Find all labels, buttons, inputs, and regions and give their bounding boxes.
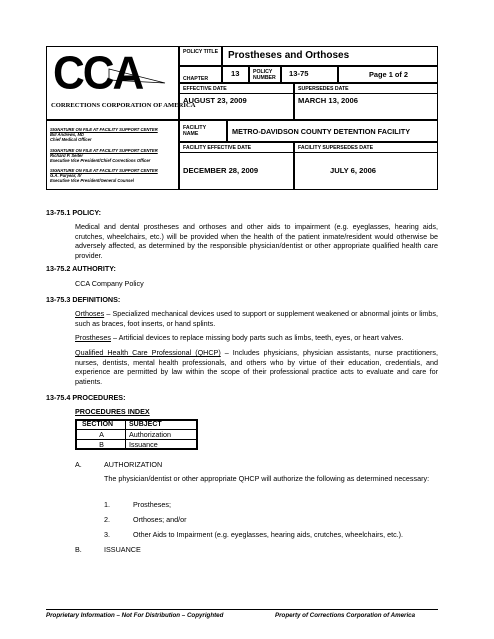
signature-line: SIGNATURE ON FILE AT FACILITY SUPPORT CENTER (50, 127, 158, 132)
policy-number-label: POLICY NUMBER (253, 69, 276, 81)
facility-effective-cell (179, 142, 294, 190)
definition-term: Prostheses (75, 333, 111, 342)
definition-text: – Specialized mechanical devices used to support or supplement weakened or abnormal joints or limbs, such as braces, foot inserts, or hand splints. (75, 309, 438, 328)
definition-term: Orthoses (75, 309, 105, 318)
supersedes-date-cell (294, 83, 438, 120)
table-row: Issuance (125, 439, 198, 450)
definition-prostheses (75, 333, 438, 343)
chapter-label-cell (179, 66, 222, 83)
facility-effective-label: FACILITY EFFECTIVE DATE (183, 145, 252, 151)
signature-block-3 (50, 168, 178, 183)
section-a-item-2: Orthoses; and/or (133, 515, 187, 524)
page-number: Page 1 of 2 (369, 70, 409, 79)
signer-title: Executive Vice President/General Counsel (50, 178, 134, 183)
logo-tagline: CORRECTIONS CORPORATION OF AMERICA (51, 102, 196, 109)
facility-supersedes-cell (294, 142, 438, 190)
page-number-cell (338, 66, 438, 83)
policy-title: Prostheses and Orthoses (228, 50, 350, 61)
section-b-title: ISSUANCE (104, 545, 141, 554)
policy-title-cell (222, 46, 438, 66)
table-header-section: SECTION (75, 419, 126, 430)
policy-number: 13-75 (289, 69, 309, 78)
table-row: B (75, 439, 126, 450)
footer-left: Proprietary Information – Not For Distribution – Copyrighted (46, 612, 224, 619)
facility-name: METRO-DAVIDSON COUNTY DETENTION FACILITY (232, 127, 411, 136)
facility-supersedes-date: JULY 6, 2006 (330, 166, 377, 175)
chapter-cell (222, 66, 249, 83)
section-a-letter: A. (75, 460, 82, 469)
section-a-item-3: Other Aids to Impairment (e.g. eyeglasses, hearing aids, crutches, wheelchairs, etc.). (133, 530, 404, 539)
table-row: Authorization (125, 429, 198, 440)
definition-qhcp (75, 348, 438, 386)
supersedes-date: MARCH 13, 2006 (298, 96, 358, 105)
signer-title: Chief Medical Officer (50, 137, 92, 142)
supersedes-date-divider (295, 93, 437, 94)
signer-name: Richard P. Seiter (50, 153, 83, 158)
policy-title-label: POLICY TITLE (183, 49, 219, 55)
authority-heading: 13-75.2 AUTHORITY: (46, 264, 116, 273)
signature-block-2 (50, 148, 178, 163)
definition-text: – Artificial devices to replace missing body parts such as limbs, teeth, eyes, or heart valves. (110, 333, 404, 342)
footer-rule (46, 609, 438, 610)
signature-block-1 (50, 127, 178, 142)
policy-title-label-cell (179, 46, 222, 66)
logo-letters: CCA (53, 47, 143, 100)
policy-number-cell (281, 66, 338, 83)
facility-supersedes-divider (295, 152, 437, 153)
policy-text: Medical and dental prostheses and orthoses and other aids to impairment (e.g. eyeglasses, hearing aids, crutches, wheelchairs, etc.) will be provided when the health of the patient inmate/resident would otherwise be adversely affected, as determined by the responsible physician/dentist or other appropriate qualified health care provider. (75, 222, 438, 260)
section-a-text: The physician/dentist or other appropriate QHCP will authorize the following as determined necessary: (104, 474, 430, 483)
procedures-index-table (75, 419, 198, 450)
facility-effective-date: DECEMBER 28, 2009 (183, 166, 259, 175)
section-b-letter: B. (75, 545, 82, 554)
section-a-item-1: Prostheses; (133, 500, 171, 509)
definitions-heading: 13-75.3 DEFINITIONS: (46, 295, 121, 304)
supersedes-date-label: SUPERSEDES DATE (298, 86, 349, 92)
authority-text: CCA Company Policy (75, 279, 144, 288)
section-a-title: AUTHORIZATION (104, 460, 163, 469)
section-a-item-1-num: 1. (104, 500, 110, 509)
procedures-index-heading: PROCEDURES INDEX (75, 407, 150, 416)
signer-title: Executive Vice President/Chief Corrections Officer (50, 158, 151, 163)
effective-date-divider (180, 93, 293, 94)
table-row: A (75, 429, 126, 440)
facility-name-label-cell (179, 120, 227, 142)
signature-line: SIGNATURE ON FILE AT FACILITY SUPPORT CENTER (50, 168, 158, 173)
facility-supersedes-label: FACILITY SUPERSEDES DATE (298, 145, 374, 151)
signatures-cell (46, 120, 179, 190)
signer-name: G.A. Puryear, IV (50, 173, 82, 178)
facility-effective-divider (180, 152, 293, 153)
procedures-heading: 13-75.4 PROCEDURES: (46, 393, 126, 402)
table-header-subject: SUBJECT (125, 419, 198, 430)
chapter-number: 13 (231, 69, 240, 78)
facility-name-label: FACILITY NAME (183, 125, 206, 137)
signer-name: Bill Andrews, MD (50, 132, 85, 137)
effective-date: AUGUST 23, 2009 (183, 96, 247, 105)
definition-orthoses (75, 309, 438, 328)
section-a-item-3-num: 3. (104, 530, 110, 539)
signature-line: SIGNATURE ON FILE AT FACILITY SUPPORT CENTER (50, 148, 158, 153)
definition-text: – Includes physicians, physician assistants, nurse practitioners, nurses, dentists, mental health professionals, and others who by virtue of their education, credentials, and experience are permitted by law within the scope of their professional practice acts to evaluate and care for patients. (75, 348, 438, 386)
policy-number-label-cell (249, 66, 281, 83)
effective-date-label: EFFECTIVE DATE (183, 86, 227, 92)
chapter-label: CHAPTER (183, 76, 209, 82)
facility-name-cell (227, 120, 438, 142)
definition-term: Qualified Health Care Professional (QHCP) (75, 348, 221, 357)
policy-heading: 13-75.1 POLICY: (46, 208, 101, 217)
effective-date-cell (179, 83, 294, 120)
footer-right: Property of Corrections Corporation of America (275, 612, 416, 619)
section-a-item-2-num: 2. (104, 515, 110, 524)
